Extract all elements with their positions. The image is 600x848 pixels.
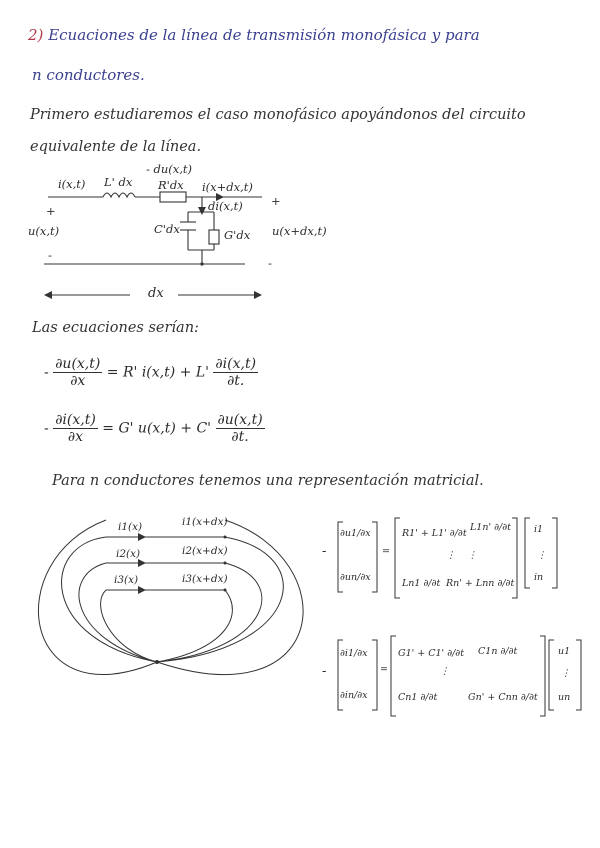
dx-span-label: dx [148,286,164,301]
current-in-label: i(x,t) [58,177,86,191]
matrix2-equals: = [380,664,388,675]
eq2-rhs-fraction: $\frac{\partial u(x,t)}{\partial t.}$ [217,412,263,445]
equation-1: - $\frac{\partial u(x,t)}{\partial x}$ = R' i(x,t) + L' $\frac{\partial i(x,t)}{\partial t.}$ [44,356,257,389]
section-heading-line2: n conductores. [32,66,145,84]
matrix2-dots: ⋮ [440,666,450,677]
matrix2-rncn: Gn' + Cnn ∂/∂t [468,692,538,703]
matrix1-sign: - [322,544,327,559]
conductance-label: G'dx [224,228,251,242]
c3-out-label: i3(x+dx) [182,573,228,585]
c1-out-label: i1(x+dx) [182,516,228,528]
section-title: Ecuaciones de la línea de transmisión monofásica y para [48,26,480,44]
plus-sign-right: + [271,194,281,208]
matrix2-rhs-bottom: un [558,692,571,703]
matrix1-r1cn: L1n' ∂/∂t [470,522,511,533]
c2-out-label: i2(x+dx) [182,545,228,557]
matrix1-rncn: Rn' + Lnn ∂/∂t [446,578,515,589]
matrix1-equals: = [382,546,390,557]
matrix1-rnc1: Ln1 ∂/∂t [402,578,441,589]
voltage-in-label: u(x,t) [28,224,60,238]
intro-line1: Primero estudiaremos el caso monofásico apoyándonos del circuito [30,107,526,123]
matrix1-vec-top: ∂u1/∂x [340,528,371,539]
c2-in-label: i2(x) [116,548,141,560]
capacitance-label: C'dx [154,222,180,236]
matrix2-rhs-top: u1 [558,646,571,657]
matrix2-vec-bottom: ∂in/∂x [340,690,368,701]
plus-sign-left: + [46,204,56,218]
voltage-out-label: u(x+dx,t) [272,224,327,238]
matrix1-rhs-top: i1 [534,524,544,535]
c3-in-label: i3(x) [114,574,139,586]
matrix1-vec-bottom: ∂un/∂x [340,572,371,583]
equation-2: - $\frac{\partial i(x,t)}{\partial x}$ = G' u(x,t) + C' $\frac{\partial u(x,t)}{\partial t.}$ [44,412,263,445]
current-out-label: i(x+dx,t) [202,180,253,194]
matrix1-rhs-bottom: in [534,572,544,583]
eq1-rhs-fraction: $\frac{\partial i(x,t)}{\partial t.}$ [215,356,257,389]
voltage-drop-label: - du(x,t) [146,162,193,176]
intro-line2: equivalente de la línea. [30,139,202,155]
resistance-label: R'dx [158,178,184,192]
n-conductors-text: Para n conductores tenemos una representación matricial. [52,473,484,489]
matrix2-rnc1: Cn1 ∂/∂t [398,692,438,703]
eq2-lhs-fraction: $\frac{\partial i(x,t)}{\partial x}$ [55,412,96,445]
equations-intro: Las ecuaciones serían: [32,320,199,336]
matrix2-sign: - [322,664,327,679]
inductance-label: L' dx [104,175,133,189]
section-number: 2) [28,26,44,44]
shunt-current-label: di(x,t) [208,199,243,213]
c1-in-label: i1(x) [118,521,143,533]
matrix1-rhs-dots: ⋮ [537,550,547,561]
matrix2-r1c1: G1' + C1' ∂/∂t [398,648,465,659]
matrix1-r1c1: R1' + L1' ∂/∂t [402,528,467,539]
matrix2-rhs-dots: ⋮ [561,668,571,679]
matrix2-vec-top: ∂i1/∂x [340,648,368,659]
eq1-lhs-fraction: $\frac{\partial u(x,t)}{\partial x}$ [55,356,101,389]
minus-sign-left: - [48,248,52,262]
matrix1-dots: ⋮ ⋮ [446,550,478,561]
matrix2-r1cn: C1n ∂/∂t [478,646,518,657]
minus-sign-right: - [268,256,272,270]
